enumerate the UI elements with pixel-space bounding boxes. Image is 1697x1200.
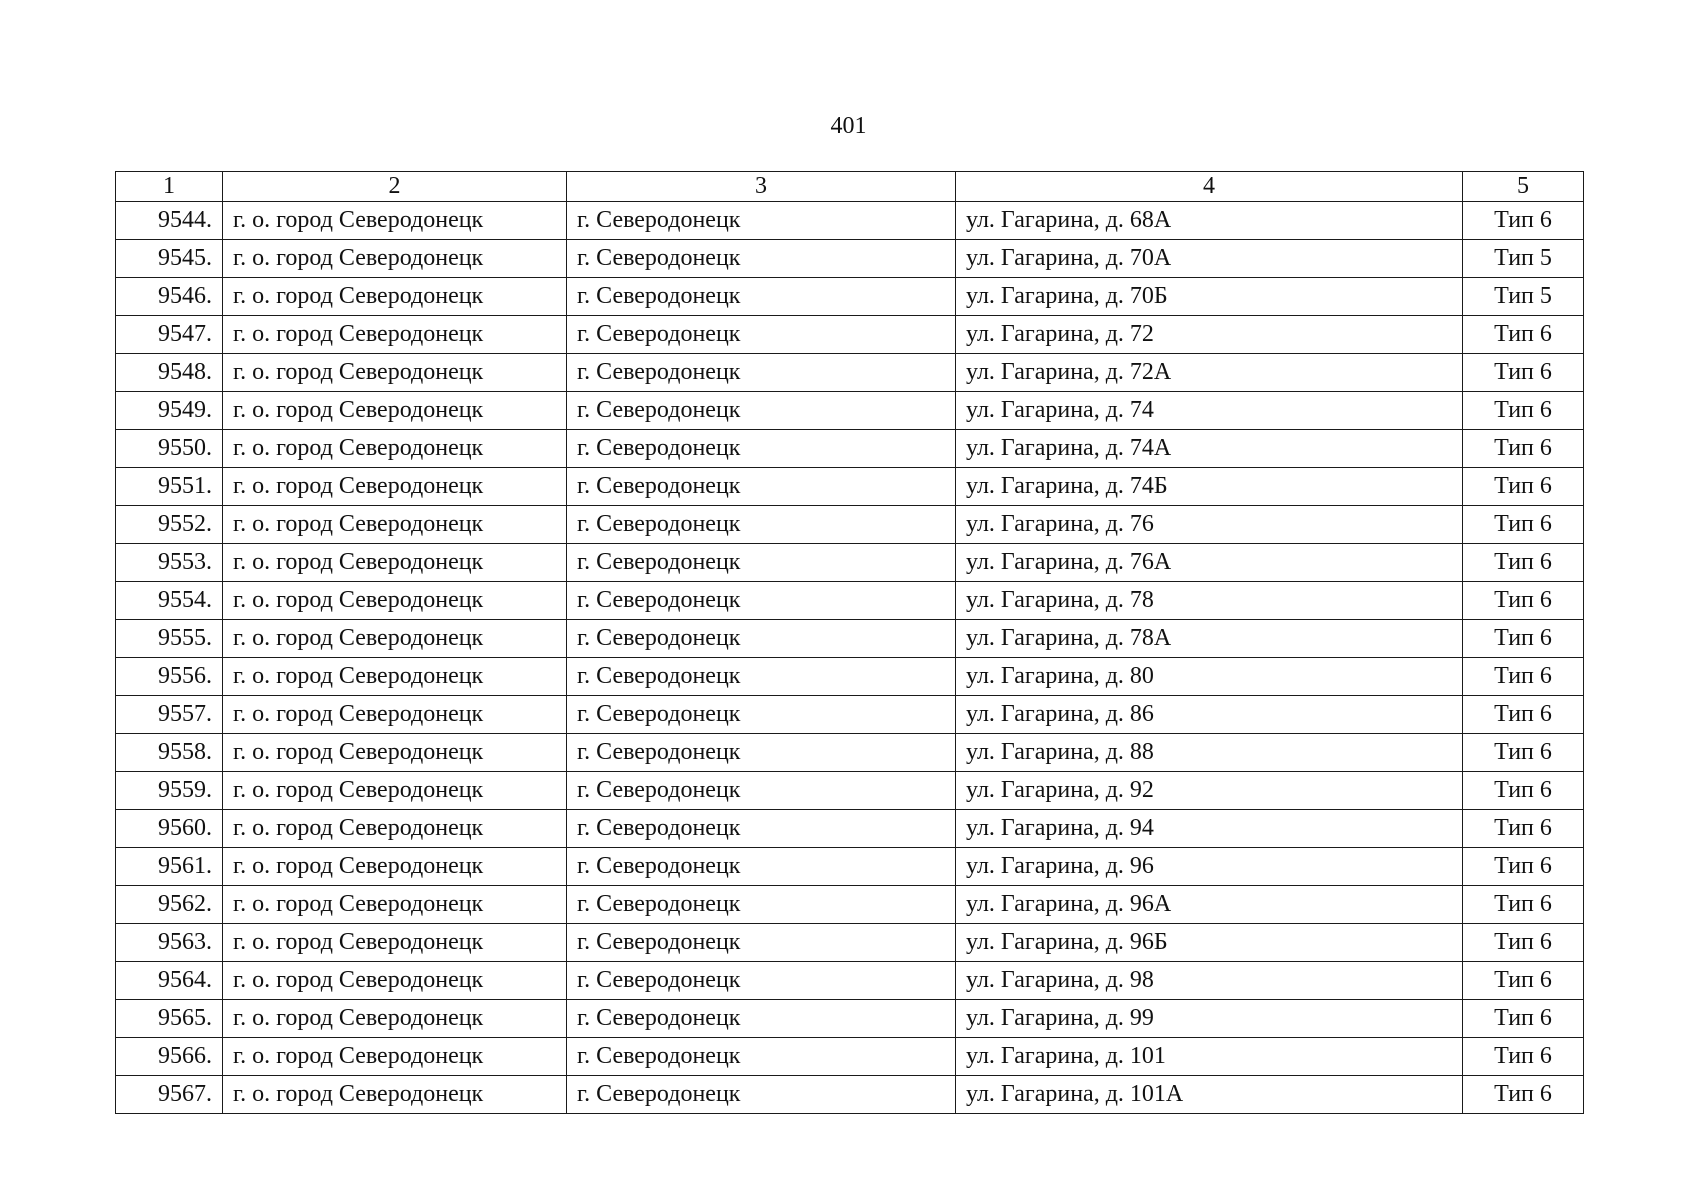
address-cell: ул. Гагарина, д. 92 — [956, 772, 1463, 810]
type-cell: Тип 6 — [1463, 848, 1584, 886]
district-cell: г. о. город Северодонецк — [223, 202, 567, 240]
type-cell: Тип 6 — [1463, 430, 1584, 468]
locality-cell: г. Северодонецк — [567, 620, 956, 658]
type-cell: Тип 6 — [1463, 1038, 1584, 1076]
row-number: 9555. — [116, 620, 223, 658]
locality-cell: г. Северодонецк — [567, 886, 956, 924]
type-cell: Тип 6 — [1463, 202, 1584, 240]
table-row — [116, 1076, 1584, 1114]
locality-cell: г. Северодонецк — [567, 202, 956, 240]
district-cell: г. о. город Северодонецк — [223, 392, 567, 430]
page-number: 401 — [830, 113, 867, 139]
table-row — [116, 658, 1584, 696]
address-cell: ул. Гагарина, д. 96А — [956, 886, 1463, 924]
row-number: 9561. — [116, 848, 223, 886]
type-cell: Тип 6 — [1463, 354, 1584, 392]
locality-cell: г. Северодонецк — [567, 240, 956, 278]
district-cell: г. о. город Северодонецк — [223, 848, 567, 886]
row-number: 9554. — [116, 582, 223, 620]
type-cell: Тип 6 — [1463, 772, 1584, 810]
table-row — [116, 202, 1584, 240]
table-row — [116, 316, 1584, 354]
type-cell: Тип 6 — [1463, 1000, 1584, 1038]
district-cell: г. о. город Северодонецк — [223, 468, 567, 506]
table-row — [116, 582, 1584, 620]
table-row — [116, 734, 1584, 772]
district-cell: г. о. город Северодонецк — [223, 696, 567, 734]
address-cell: ул. Гагарина, д. 74А — [956, 430, 1463, 468]
row-number: 9552. — [116, 506, 223, 544]
type-cell: Тип 6 — [1463, 886, 1584, 924]
address-cell: ул. Гагарина, д. 68А — [956, 202, 1463, 240]
locality-cell: г. Северодонецк — [567, 582, 956, 620]
type-cell: Тип 6 — [1463, 392, 1584, 430]
table-row — [116, 354, 1584, 392]
row-number: 9565. — [116, 1000, 223, 1038]
district-cell: г. о. город Северодонецк — [223, 620, 567, 658]
locality-cell: г. Северодонецк — [567, 658, 956, 696]
row-number: 9557. — [116, 696, 223, 734]
row-number: 9551. — [116, 468, 223, 506]
row-number: 9544. — [116, 202, 223, 240]
type-cell: Тип 6 — [1463, 696, 1584, 734]
locality-cell: г. Северодонецк — [567, 468, 956, 506]
district-cell: г. о. город Северодонецк — [223, 354, 567, 392]
address-cell: ул. Гагарина, д. 88 — [956, 734, 1463, 772]
address-cell: ул. Гагарина, д. 98 — [956, 962, 1463, 1000]
row-number: 9567. — [116, 1076, 223, 1114]
column-header-2: 2 — [223, 172, 567, 202]
table-row — [116, 620, 1584, 658]
locality-cell: г. Северодонецк — [567, 1038, 956, 1076]
table-row — [116, 468, 1584, 506]
locality-cell: г. Северодонецк — [567, 430, 956, 468]
table-body — [116, 202, 1584, 1114]
locality-cell: г. Северодонецк — [567, 544, 956, 582]
type-cell: Тип 6 — [1463, 734, 1584, 772]
row-number: 9548. — [116, 354, 223, 392]
locality-cell: г. Северодонецк — [567, 1076, 956, 1114]
row-number: 9563. — [116, 924, 223, 962]
locality-cell: г. Северодонецк — [567, 810, 956, 848]
type-cell: Тип 6 — [1463, 962, 1584, 1000]
address-cell: ул. Гагарина, д. 96 — [956, 848, 1463, 886]
locality-cell: г. Северодонецк — [567, 924, 956, 962]
address-cell: ул. Гагарина, д. 80 — [956, 658, 1463, 696]
address-cell: ул. Гагарина, д. 72А — [956, 354, 1463, 392]
column-header-4: 4 — [956, 172, 1463, 202]
column-header-1: 1 — [116, 172, 223, 202]
district-cell: г. о. город Северодонецк — [223, 1076, 567, 1114]
locality-cell: г. Северодонецк — [567, 354, 956, 392]
district-cell: г. о. город Северодонецк — [223, 962, 567, 1000]
district-cell: г. о. город Северодонецк — [223, 886, 567, 924]
table-row — [116, 696, 1584, 734]
district-cell: г. о. город Северодонецк — [223, 430, 567, 468]
table-row — [116, 506, 1584, 544]
type-cell: Тип 5 — [1463, 278, 1584, 316]
row-number: 9566. — [116, 1038, 223, 1076]
locality-cell: г. Северодонецк — [567, 278, 956, 316]
locality-cell: г. Северодонецк — [567, 392, 956, 430]
table-row — [116, 1038, 1584, 1076]
type-cell: Тип 6 — [1463, 924, 1584, 962]
table-row — [116, 544, 1584, 582]
address-table — [115, 171, 1584, 1114]
district-cell: г. о. город Северодонецк — [223, 506, 567, 544]
row-number: 9556. — [116, 658, 223, 696]
address-cell: ул. Гагарина, д. 78А — [956, 620, 1463, 658]
column-header-3: 3 — [567, 172, 956, 202]
district-cell: г. о. город Северодонецк — [223, 810, 567, 848]
type-cell: Тип 5 — [1463, 240, 1584, 278]
type-cell: Тип 6 — [1463, 810, 1584, 848]
locality-cell: г. Северодонецк — [567, 772, 956, 810]
table-header — [116, 172, 1584, 202]
row-number: 9547. — [116, 316, 223, 354]
address-cell: ул. Гагарина, д. 78 — [956, 582, 1463, 620]
address-cell: ул. Гагарина, д. 70Б — [956, 278, 1463, 316]
type-cell: Тип 6 — [1463, 506, 1584, 544]
table-row — [116, 924, 1584, 962]
district-cell: г. о. город Северодонецк — [223, 1038, 567, 1076]
locality-cell: г. Северодонецк — [567, 734, 956, 772]
locality-cell: г. Северодонецк — [567, 316, 956, 354]
address-cell: ул. Гагарина, д. 72 — [956, 316, 1463, 354]
district-cell: г. о. город Северодонецк — [223, 582, 567, 620]
table-row — [116, 392, 1584, 430]
district-cell: г. о. город Северодонецк — [223, 544, 567, 582]
table-row — [116, 240, 1584, 278]
address-cell: ул. Гагарина, д. 86 — [956, 696, 1463, 734]
row-number: 9546. — [116, 278, 223, 316]
address-cell: ул. Гагарина, д. 101А — [956, 1076, 1463, 1114]
district-cell: г. о. город Северодонецк — [223, 278, 567, 316]
locality-cell: г. Северодонецк — [567, 696, 956, 734]
type-cell: Тип 6 — [1463, 582, 1584, 620]
locality-cell: г. Северодонецк — [567, 848, 956, 886]
district-cell: г. о. город Северодонецк — [223, 1000, 567, 1038]
locality-cell: г. Северодонецк — [567, 506, 956, 544]
row-number: 9560. — [116, 810, 223, 848]
row-number: 9559. — [116, 772, 223, 810]
table-row — [116, 962, 1584, 1000]
address-cell: ул. Гагарина, д. 99 — [956, 1000, 1463, 1038]
locality-cell: г. Северодонецк — [567, 962, 956, 1000]
type-cell: Тип 6 — [1463, 1076, 1584, 1114]
address-cell: ул. Гагарина, д. 101 — [956, 1038, 1463, 1076]
district-cell: г. о. город Северодонецк — [223, 734, 567, 772]
address-cell: ул. Гагарина, д. 96Б — [956, 924, 1463, 962]
type-cell: Тип 6 — [1463, 468, 1584, 506]
row-number: 9549. — [116, 392, 223, 430]
address-cell: ул. Гагарина, д. 76А — [956, 544, 1463, 582]
table-row — [116, 848, 1584, 886]
locality-cell: г. Северодонецк — [567, 1000, 956, 1038]
address-cell: ул. Гагарина, д. 74 — [956, 392, 1463, 430]
district-cell: г. о. город Северодонецк — [223, 240, 567, 278]
type-cell: Тип 6 — [1463, 544, 1584, 582]
row-number: 9550. — [116, 430, 223, 468]
table-row — [116, 810, 1584, 848]
table-row — [116, 278, 1584, 316]
row-number: 9564. — [116, 962, 223, 1000]
address-cell: ул. Гагарина, д. 94 — [956, 810, 1463, 848]
address-cell: ул. Гагарина, д. 76 — [956, 506, 1463, 544]
table-row — [116, 430, 1584, 468]
district-cell: г. о. город Северодонецк — [223, 772, 567, 810]
address-cell: ул. Гагарина, д. 70А — [956, 240, 1463, 278]
row-number: 9553. — [116, 544, 223, 582]
address-cell: ул. Гагарина, д. 74Б — [956, 468, 1463, 506]
row-number: 9558. — [116, 734, 223, 772]
table-row — [116, 772, 1584, 810]
header-row — [116, 172, 1584, 202]
district-cell: г. о. город Северодонецк — [223, 658, 567, 696]
table-row — [116, 886, 1584, 924]
table-row — [116, 1000, 1584, 1038]
row-number: 9562. — [116, 886, 223, 924]
type-cell: Тип 6 — [1463, 620, 1584, 658]
district-cell: г. о. город Северодонецк — [223, 924, 567, 962]
row-number: 9545. — [116, 240, 223, 278]
type-cell: Тип 6 — [1463, 658, 1584, 696]
type-cell: Тип 6 — [1463, 316, 1584, 354]
column-header-5: 5 — [1463, 172, 1584, 202]
district-cell: г. о. город Северодонецк — [223, 316, 567, 354]
